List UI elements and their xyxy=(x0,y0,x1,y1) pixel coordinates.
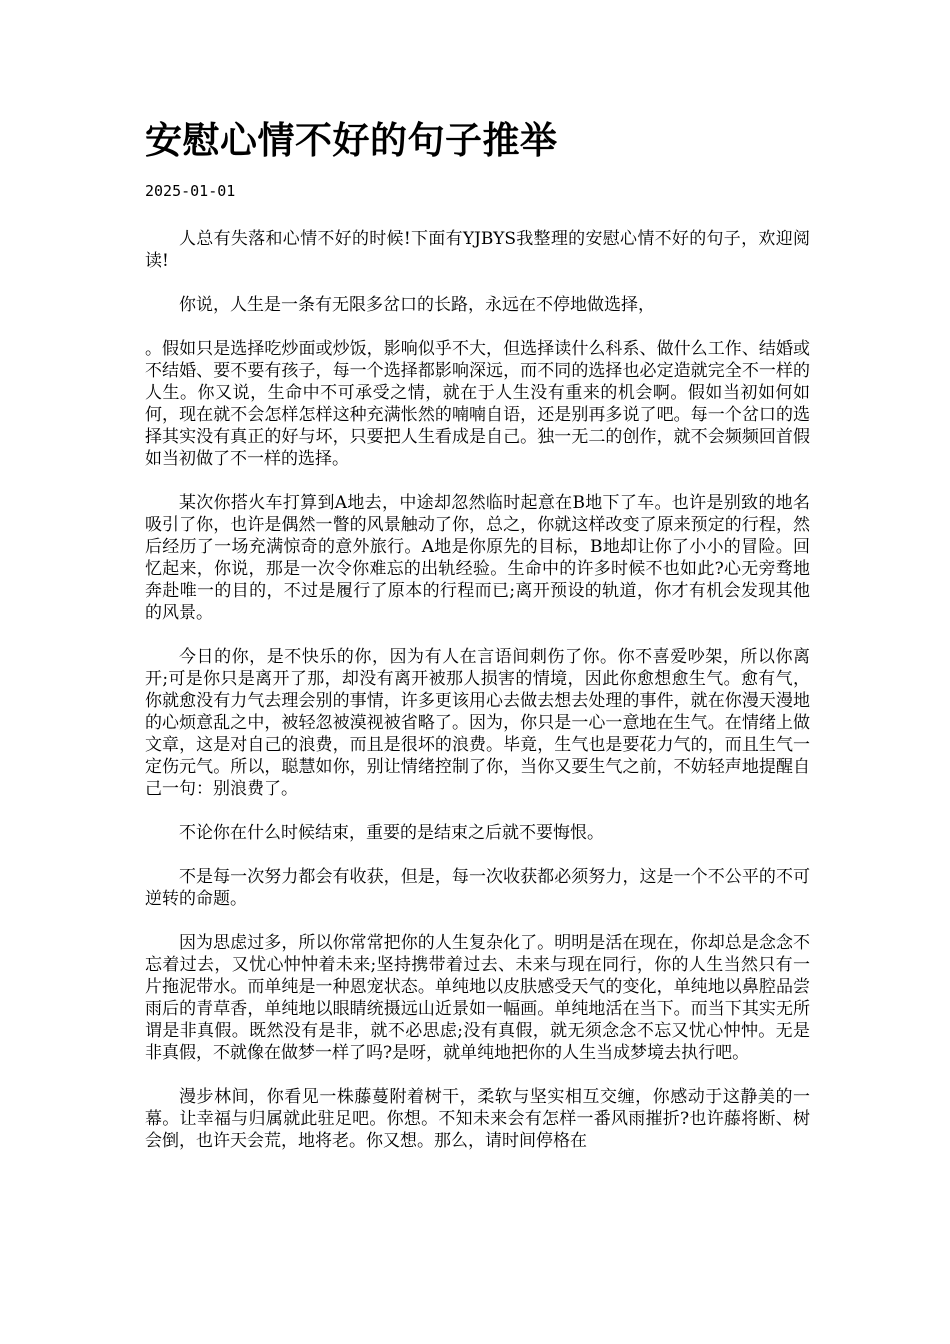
paragraph-train: 某次你搭火车打算到A地去，中途却忽然临时起意在B地下了车。也许是别致的地名吸引了你，也许是偶然一瞥的风景触动了你，总之，你就这样改变了原来预定的行程，然后经历了一场充满惊奇的意外旅行。A地是你原先的目标，B地却让你了小小的冒险。回忆起来，你说，那是一次令你难忘的出轨经验。生命中的许多时候不也如此?心无旁骛地奔赴唯一的目的，不过是履行了原本的行程而已;离开预设的轨道，你才有机会发现其他的风景。 xyxy=(145,493,810,623)
paragraph-simplicity: 因为思虑过多，所以你常常把你的人生复杂化了。明明是活在现在，你却总是念念不忘着过去，又忧心忡忡着未来;坚持携带着过去、未来与现在同行，你的人生当然只有一片拖泥带水。而单纯是一种恩宠状态。单纯地以皮肤感受天气的变化，单纯地以鼻腔品尝雨后的青草香，单纯地以眼睛统摄远山近景如一幅画。单纯地活在当下。而当下其实无所谓是非真假。既然没有是非，就不必思虑;没有真假，就无须念念不忘又忧心忡忡。无是非真假，不就像在做梦一样了吗?是呀，就单纯地把你的人生当成梦境去执行吧。 xyxy=(145,933,810,1063)
paragraph-effort: 不是每一次努力都会有收获，但是，每一次收获都必须努力，这是一个不公平的不可逆转的命题。 xyxy=(145,867,810,909)
article-date: 2025-01-01 xyxy=(145,182,236,200)
paragraph-choices-intro: 你说，人生是一条有无限多岔口的长路，永远在不停地做选择， xyxy=(179,295,655,315)
paragraph-forest: 漫步林间，你看见一株藤蔓附着树干，柔软与坚实相互交缠，你感动于这静美的一幕。让幸福与归属就此驻足吧。你想。不知未来会有怎样一番风雨摧折?也许藤将断、树会倒，也许天会荒，地将老。你又想。那么，请时间停格在 xyxy=(145,1087,810,1151)
paragraph-intro: 人总有失落和心情不好的时候!下面有YJBYS我整理的安慰心情不好的句子，欢迎阅读! xyxy=(145,229,810,271)
paragraph-anger: 今日的你，是不快乐的你，因为有人在言语间刺伤了你。你不喜爱吵架，所以你离开;可是你只是离开了那，却没有离开被那人损害的情境，因此你愈想愈生气。愈有气，你就愈没有力气去理会别的事情，许多更该用心去做去想去处理的事件，就在你漫天漫地的心烦意乱之中，被轻忽被漠视被省略了。因为，你只是一心一意地在生气。在情绪上做文章，这是对自己的浪费，而且是很坏的浪费。毕竟，生气也是要花力气的，而且生气一定伤元气。所以，聪慧如你，别让情绪控制了你，当你又要生气之前，不妨轻声地提醒自己一句：别浪费了。 xyxy=(145,647,810,799)
article-title: 安慰心情不好的句子推举 xyxy=(145,118,558,162)
paragraph-choices: 。假如只是选择吃炒面或炒饭，影响似乎不大，但选择读什么科系、做什么工作、结婚或不结婚、要不要有孩子，每一个选择都影响深远，而不同的选择也必定造就完全不一样的人生。你又说，生命中不可承受之情，就在于人生没有重来的机会啊。假如当初如何如何，现在就不会怎样怎样这种充满怅然的喃喃自语，还是别再多说了吧。每一个岔口的选择其实没有真正的好与坏，只要把人生看成是自己。独一无二的创作，就不会频频回首假如当初做了不一样的选择。 xyxy=(145,339,810,469)
paragraph-no-regret: 不论你在什么时候结束，重要的是结束之后就不要悔恨。 xyxy=(179,823,604,843)
article xyxy=(145,112,810,1174)
